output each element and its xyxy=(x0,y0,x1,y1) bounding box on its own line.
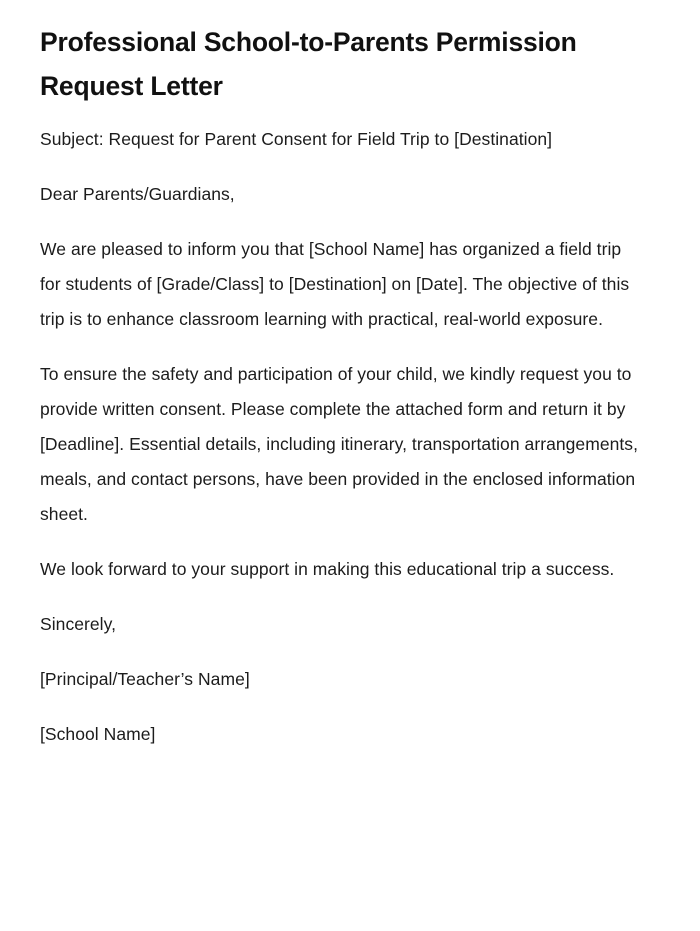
letter-signature-school: [School Name] xyxy=(40,724,156,744)
letter-paragraph-consent: To ensure the safety and participation of your child, we kindly request you to provide written consent. Please complete the attached form and return it by [Deadline]. Essential details, including itinerary, transportation arrangements, meals, and contact persons, have been provided in the enclosed information sheet. xyxy=(40,364,639,524)
letter-body xyxy=(40,122,642,752)
letter-signature-name: [Principal/Teacher’s Name] xyxy=(40,669,250,689)
letter-subject-line: Subject: Request for Parent Consent for Field Trip to [Destination] xyxy=(40,129,553,149)
letter-signoff: Sincerely, xyxy=(40,614,117,634)
letter-paragraph-intro: We are pleased to inform you that [School Name] has organized a field trip for students of [Grade/Class] to [Destination] on [Date]. The objective of this trip is to enhance classroom learning with practical, real-world exposure. xyxy=(40,239,630,329)
letter-paragraph-closing: We look forward to your support in making this educational trip a success. xyxy=(40,559,615,579)
page-title: Professional School-to-Parents Permission Request Letter xyxy=(40,27,577,101)
letter-salutation: Dear Parents/Guardians, xyxy=(40,184,235,204)
letter-document xyxy=(40,20,642,752)
